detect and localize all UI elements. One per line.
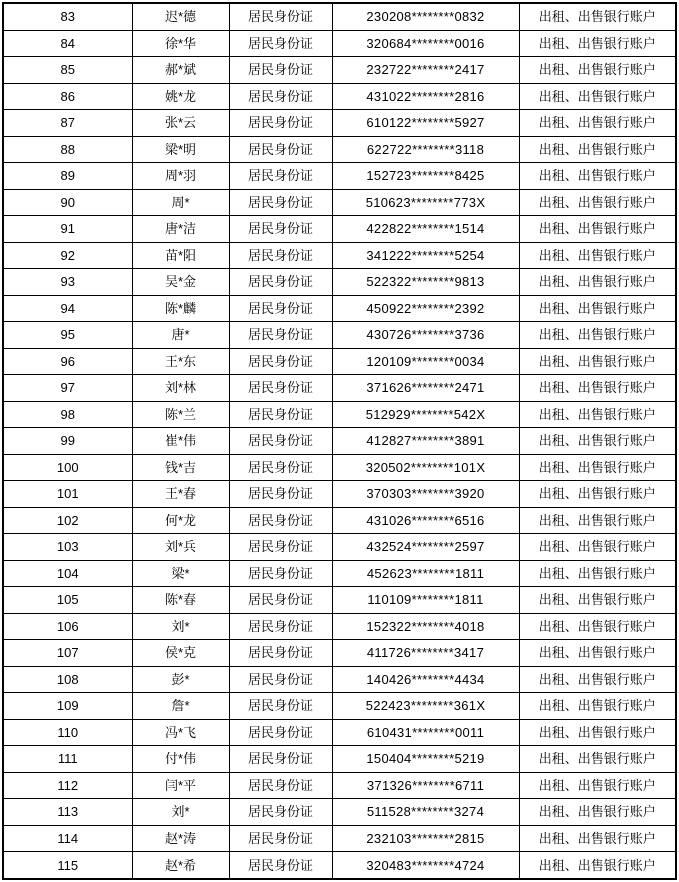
cell-behavior: 出租、出售银行账户 [519, 30, 676, 57]
cell-behavior: 出租、出售银行账户 [519, 481, 676, 508]
cell-behavior: 出租、出售银行账户 [519, 852, 676, 879]
cell-name: 刘*林 [132, 375, 229, 402]
table-row [3, 534, 676, 561]
cell-behavior: 出租、出售银行账户 [519, 772, 676, 799]
cell-name: 吴*金 [132, 269, 229, 296]
table-row [3, 719, 676, 746]
table-row [3, 136, 676, 163]
cell-id-number: 452623********1811 [332, 560, 519, 587]
cell-index: 95 [3, 322, 132, 349]
cell-name: 崔*伟 [132, 428, 229, 455]
cell-name: 赵*希 [132, 852, 229, 879]
cell-id-number: 320502********101X [332, 454, 519, 481]
cell-name: 郝*斌 [132, 57, 229, 84]
cell-behavior: 出租、出售银行账户 [519, 799, 676, 826]
table-row [3, 428, 676, 455]
cell-index: 114 [3, 825, 132, 852]
table-row [3, 83, 676, 110]
cell-id-number: 140426********4434 [332, 666, 519, 693]
table-row [3, 507, 676, 534]
cell-name: 陈*麟 [132, 295, 229, 322]
cell-behavior: 出租、出售银行账户 [519, 693, 676, 720]
cell-name: 冯*飞 [132, 719, 229, 746]
cell-id-number: 370303********3920 [332, 481, 519, 508]
cell-index: 92 [3, 242, 132, 269]
cell-name: 侯*克 [132, 640, 229, 667]
cell-id-number: 430726********3736 [332, 322, 519, 349]
cell-behavior: 出租、出售银行账户 [519, 401, 676, 428]
table-row [3, 454, 676, 481]
cell-name: 梁* [132, 560, 229, 587]
table-row [3, 613, 676, 640]
cell-id-number: 431026********6516 [332, 507, 519, 534]
cell-index: 105 [3, 587, 132, 614]
cell-id-number: 450922********2392 [332, 295, 519, 322]
cell-name: 詹* [132, 693, 229, 720]
cell-index: 100 [3, 454, 132, 481]
cell-id-type: 居民身份证 [229, 216, 332, 243]
cell-id-number: 622722********3118 [332, 136, 519, 163]
cell-behavior: 出租、出售银行账户 [519, 110, 676, 137]
table-row [3, 189, 676, 216]
cell-id-type: 居民身份证 [229, 666, 332, 693]
cell-id-type: 居民身份证 [229, 269, 332, 296]
cell-id-number: 150404********5219 [332, 746, 519, 773]
cell-behavior: 出租、出售银行账户 [519, 454, 676, 481]
table-row [3, 242, 676, 269]
table-row [3, 772, 676, 799]
cell-id-number: 510623********773X [332, 189, 519, 216]
cell-index: 108 [3, 666, 132, 693]
cell-name: 唐*洁 [132, 216, 229, 243]
cell-id-type: 居民身份证 [229, 640, 332, 667]
cell-name: 姚*龙 [132, 83, 229, 110]
cell-index: 84 [3, 30, 132, 57]
cell-index: 83 [3, 3, 132, 30]
cell-id-type: 居民身份证 [229, 110, 332, 137]
cell-index: 89 [3, 163, 132, 190]
table-row [3, 295, 676, 322]
bank-account-punishment-table [2, 2, 677, 880]
cell-index: 112 [3, 772, 132, 799]
cell-id-type: 居民身份证 [229, 163, 332, 190]
cell-id-type: 居民身份证 [229, 587, 332, 614]
cell-id-type: 居民身份证 [229, 534, 332, 561]
cell-id-number: 610431********0011 [332, 719, 519, 746]
cell-behavior: 出租、出售银行账户 [519, 83, 676, 110]
table-row [3, 216, 676, 243]
cell-behavior: 出租、出售银行账户 [519, 428, 676, 455]
cell-id-type: 居民身份证 [229, 83, 332, 110]
cell-name: 赵*涛 [132, 825, 229, 852]
cell-id-type: 居民身份证 [229, 30, 332, 57]
cell-behavior: 出租、出售银行账户 [519, 666, 676, 693]
table-row [3, 799, 676, 826]
cell-name: 迟*德 [132, 3, 229, 30]
cell-behavior: 出租、出售银行账户 [519, 375, 676, 402]
cell-index: 115 [3, 852, 132, 879]
cell-id-number: 411726********3417 [332, 640, 519, 667]
cell-id-number: 320483********4724 [332, 852, 519, 879]
cell-name: 王*春 [132, 481, 229, 508]
cell-id-number: 371326********6711 [332, 772, 519, 799]
cell-id-type: 居民身份证 [229, 560, 332, 587]
cell-behavior: 出租、出售银行账户 [519, 163, 676, 190]
cell-id-number: 152723********8425 [332, 163, 519, 190]
cell-name: 陈*兰 [132, 401, 229, 428]
cell-id-type: 居民身份证 [229, 746, 332, 773]
cell-name: 彭* [132, 666, 229, 693]
cell-id-type: 居民身份证 [229, 825, 332, 852]
cell-index: 110 [3, 719, 132, 746]
cell-index: 101 [3, 481, 132, 508]
cell-id-number: 412827********3891 [332, 428, 519, 455]
cell-id-type: 居民身份证 [229, 189, 332, 216]
cell-name: 闫*平 [132, 772, 229, 799]
cell-behavior: 出租、出售银行账户 [519, 3, 676, 30]
cell-name: 刘* [132, 799, 229, 826]
cell-behavior: 出租、出售银行账户 [519, 825, 676, 852]
cell-id-type: 居民身份证 [229, 507, 332, 534]
table-row [3, 666, 676, 693]
cell-id-type: 居民身份证 [229, 772, 332, 799]
cell-behavior: 出租、出售银行账户 [519, 534, 676, 561]
table-row [3, 693, 676, 720]
table-row [3, 322, 676, 349]
cell-index: 109 [3, 693, 132, 720]
table-row [3, 163, 676, 190]
cell-behavior: 出租、出售银行账户 [519, 348, 676, 375]
cell-behavior: 出租、出售银行账户 [519, 322, 676, 349]
cell-id-type: 居民身份证 [229, 348, 332, 375]
cell-behavior: 出租、出售银行账户 [519, 746, 676, 773]
cell-index: 96 [3, 348, 132, 375]
cell-id-type: 居民身份证 [229, 454, 332, 481]
cell-id-type: 居民身份证 [229, 295, 332, 322]
cell-id-number: 110109********1811 [332, 587, 519, 614]
table-row [3, 481, 676, 508]
cell-index: 90 [3, 189, 132, 216]
cell-name: 梁*明 [132, 136, 229, 163]
cell-index: 94 [3, 295, 132, 322]
cell-name: 陈*春 [132, 587, 229, 614]
cell-behavior: 出租、出售银行账户 [519, 507, 676, 534]
cell-id-number: 371626********2471 [332, 375, 519, 402]
cell-name: 张*云 [132, 110, 229, 137]
cell-id-number: 341222********5254 [332, 242, 519, 269]
cell-index: 111 [3, 746, 132, 773]
cell-index: 93 [3, 269, 132, 296]
cell-id-type: 居民身份证 [229, 136, 332, 163]
cell-behavior: 出租、出售银行账户 [519, 216, 676, 243]
cell-name: 徐*华 [132, 30, 229, 57]
cell-id-type: 居民身份证 [229, 242, 332, 269]
cell-id-number: 610122********5927 [332, 110, 519, 137]
cell-behavior: 出租、出售银行账户 [519, 189, 676, 216]
cell-index: 86 [3, 83, 132, 110]
cell-behavior: 出租、出售银行账户 [519, 613, 676, 640]
cell-id-number: 511528********3274 [332, 799, 519, 826]
cell-behavior: 出租、出售银行账户 [519, 640, 676, 667]
cell-name: 钱*吉 [132, 454, 229, 481]
cell-id-number: 422822********1514 [332, 216, 519, 243]
cell-name: 周* [132, 189, 229, 216]
cell-index: 102 [3, 507, 132, 534]
cell-id-type: 居民身份证 [229, 375, 332, 402]
cell-index: 85 [3, 57, 132, 84]
cell-id-type: 居民身份证 [229, 799, 332, 826]
table-row [3, 587, 676, 614]
cell-id-number: 512929********542X [332, 401, 519, 428]
table-row [3, 852, 676, 879]
table-row [3, 3, 676, 30]
cell-index: 103 [3, 534, 132, 561]
cell-id-number: 431022********2816 [332, 83, 519, 110]
cell-index: 98 [3, 401, 132, 428]
cell-id-number: 230208********0832 [332, 3, 519, 30]
cell-index: 106 [3, 613, 132, 640]
cell-behavior: 出租、出售银行账户 [519, 136, 676, 163]
cell-index: 113 [3, 799, 132, 826]
cell-id-number: 120109********0034 [332, 348, 519, 375]
cell-name: 刘*兵 [132, 534, 229, 561]
cell-behavior: 出租、出售银行账户 [519, 57, 676, 84]
table-row [3, 401, 676, 428]
cell-id-number: 232722********2417 [332, 57, 519, 84]
cell-id-number: 232103********2815 [332, 825, 519, 852]
table-row [3, 348, 676, 375]
cell-id-type: 居民身份证 [229, 852, 332, 879]
cell-index: 87 [3, 110, 132, 137]
cell-id-type: 居民身份证 [229, 613, 332, 640]
cell-behavior: 出租、出售银行账户 [519, 269, 676, 296]
cell-name: 苗*阳 [132, 242, 229, 269]
cell-index: 97 [3, 375, 132, 402]
cell-id-type: 居民身份证 [229, 322, 332, 349]
cell-name: 付*伟 [132, 746, 229, 773]
table-row [3, 110, 676, 137]
table-row [3, 30, 676, 57]
table-row [3, 825, 676, 852]
cell-id-number: 320684********0016 [332, 30, 519, 57]
cell-name: 何*龙 [132, 507, 229, 534]
cell-id-number: 432524********2597 [332, 534, 519, 561]
cell-index: 104 [3, 560, 132, 587]
cell-id-type: 居民身份证 [229, 428, 332, 455]
cell-behavior: 出租、出售银行账户 [519, 242, 676, 269]
cell-name: 唐* [132, 322, 229, 349]
cell-behavior: 出租、出售银行账户 [519, 560, 676, 587]
cell-id-number: 522423********361X [332, 693, 519, 720]
table-row [3, 375, 676, 402]
cell-id-type: 居民身份证 [229, 57, 332, 84]
cell-index: 107 [3, 640, 132, 667]
cell-name: 王*东 [132, 348, 229, 375]
cell-index: 88 [3, 136, 132, 163]
cell-behavior: 出租、出售银行账户 [519, 587, 676, 614]
cell-id-number: 152322********4018 [332, 613, 519, 640]
table-row [3, 57, 676, 84]
cell-id-type: 居民身份证 [229, 3, 332, 30]
table-row [3, 746, 676, 773]
table-row [3, 560, 676, 587]
cell-id-type: 居民身份证 [229, 401, 332, 428]
cell-id-number: 522322********9813 [332, 269, 519, 296]
cell-id-type: 居民身份证 [229, 481, 332, 508]
cell-name: 刘* [132, 613, 229, 640]
cell-id-type: 居民身份证 [229, 719, 332, 746]
cell-id-type: 居民身份证 [229, 693, 332, 720]
cell-behavior: 出租、出售银行账户 [519, 719, 676, 746]
table-row [3, 269, 676, 296]
record-table-body [3, 3, 676, 879]
cell-behavior: 出租、出售银行账户 [519, 295, 676, 322]
cell-name: 周*羽 [132, 163, 229, 190]
cell-index: 91 [3, 216, 132, 243]
table-row [3, 640, 676, 667]
cell-index: 99 [3, 428, 132, 455]
